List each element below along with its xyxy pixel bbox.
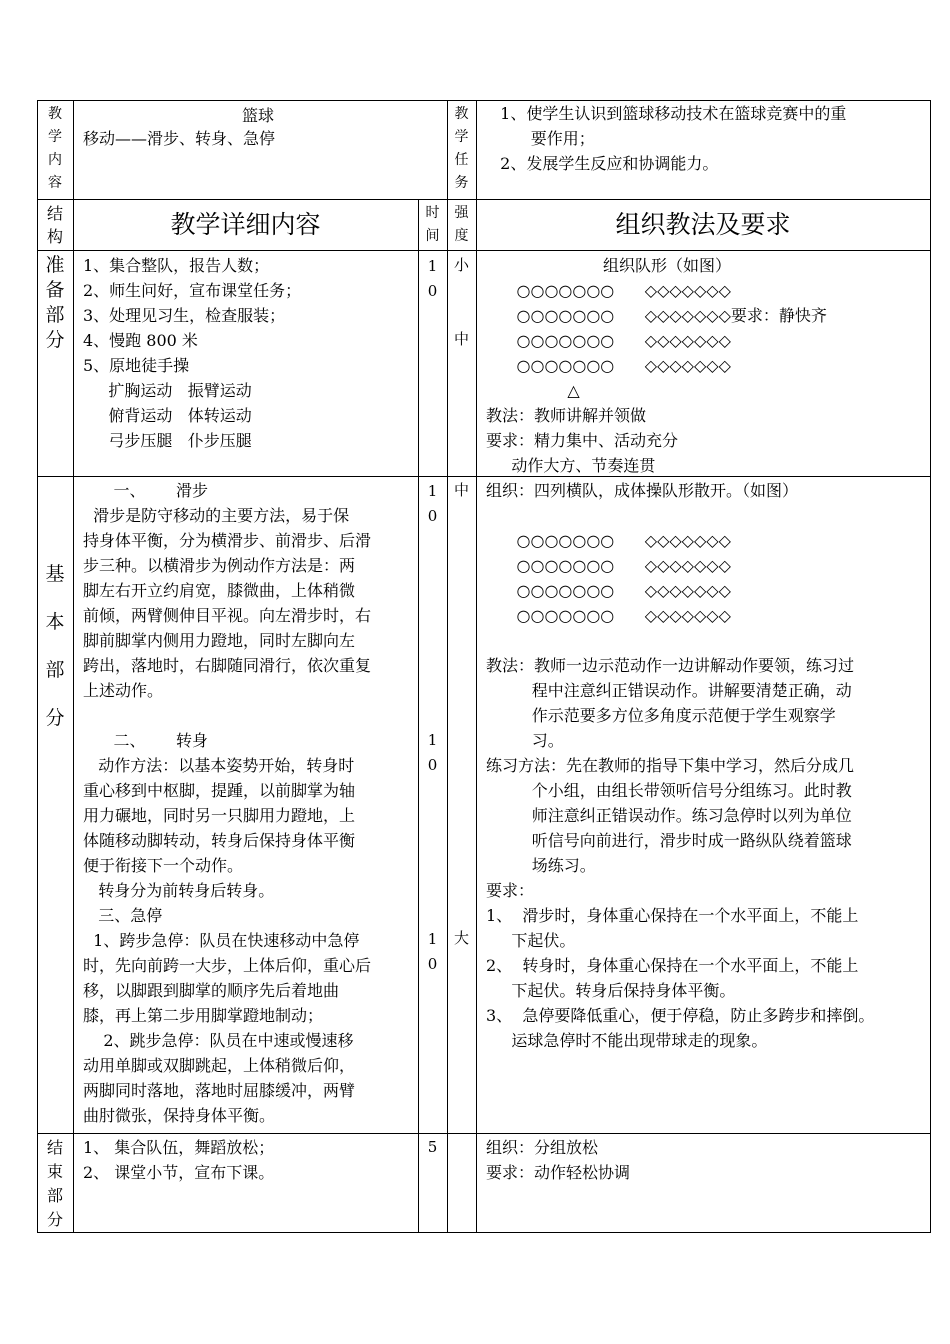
task-line: 要作用；	[490, 129, 595, 148]
prep-label: 准 备 部 分	[45, 254, 65, 351]
list-item: 1、集合整队，报告人数；	[83, 256, 270, 275]
end-content: 1、 集合队伍，舞蹈放松； 2、 课堂小节，宣布下课。	[83, 1138, 275, 1182]
main-intensity-1: 中	[453, 481, 469, 499]
header-structure: 结 构	[46, 204, 63, 246]
main-label: 基 本 部 分	[45, 563, 65, 729]
header-time: 时 间	[425, 205, 440, 244]
main-method: 组织：四列横队，成体操队形散开。（如图） ○○○○○○○ ◇◇◇◇◇◇◇ ○○○○○○○ ◇◇◇◇◇◇◇ ○○○○○○○ ◇◇◇◇◇◇◇ ○○○○○○○ ◇◇◇◇◇◇◇ 教法：教师一边示范动作一边讲解动作要领，练习过 程中注意纠正错误动作。讲解要清楚正确，动 作示范要多方位多角度示范便于学生观察学 习。 练习方法：先在教师的指导下集中学习，然后分成几 个小组，由组长带领听信号分组练习。此时教 师注意纠正错误动作。练习急停时以列为单位 听信号向前进行，滑步时成一路纵队绕着篮球 场练习。 要求： 1、 滑步时，身体重心保持在一个水平面上，不能上 下起伏。 2、 转身时，身体重心保持在一个水平面上，不能上 下起伏。转身后保持身体平衡。 3、 急停要降低重心，便于停稳，防止多跨步和摔倒。 运球急停时不能出现带球走的现象。	[486, 481, 875, 1050]
header-content: 教学详细内容	[170, 210, 321, 239]
prep-content	[83, 253, 301, 453]
list-item: 弓步压腿 仆步压腿	[83, 431, 252, 450]
prep-time: 1 0	[427, 257, 438, 300]
main-time-2: 1 0	[427, 731, 438, 774]
list-item: 4、慢跑 800 米	[83, 331, 198, 350]
row1-label: 教 学 内 容	[48, 106, 62, 191]
end-time: 5	[427, 1138, 438, 1156]
prep-method: 组织队形（如图） ○○○○○○○ ◇◇◇◇◇◇◇ ○○○○○○○ ◇◇◇◇◇◇◇要求：静快齐 ○○○○○○○ ◇◇◇◇◇◇◇ ○○○○○○○ ◇◇◇◇◇◇◇ △ 教法：教师讲解并领做 要求：精力集中、活动充分 动作大方、节奏连贯	[486, 256, 827, 475]
task-line: 2、发展学生反应和协调能力。	[490, 154, 719, 173]
header-method: 组织教法及要求	[615, 210, 791, 239]
task-line: 1、使学生认识到篮球移动技术在篮球竞赛中的重	[490, 104, 847, 123]
main-intensity-2: 大	[453, 929, 469, 947]
task-label: 教 学 任 务	[454, 106, 469, 191]
task-list	[490, 101, 846, 176]
list-item: 3、处理见习生，检查服装；	[83, 306, 286, 325]
main-time-3: 1 0	[427, 930, 438, 973]
prep-intensity-1: 小	[453, 256, 469, 274]
list-item: 俯背运动 体转运动	[83, 406, 252, 425]
main-content: 一、 滑步 滑步是防守移动的主要方法，易于保 持身体平衡，分为横滑步、前滑步、后滑 步三种。以横滑步为例动作方法是：两 脚左右开立约肩宽，膝微曲，上体稍微 前倾，两臂侧伸目平视。向左滑步时，右 脚前脚掌内侧用力蹬地，同时左脚向左 跨出，落地时，右脚随同滑行，依次重复 上述动作。 二、 转身 动作方法：以基本姿势开始，转身时 重心移到中枢脚，提踵，以前脚掌为轴 用力碾地，同时另一只脚用力蹬地，上 体随移动脚转动，转身后保持身体平衡 便于衔接下一个动作。 转身分为前转身后转身。 三、急停 1、跨步急停：队员在快速移动中急停 时，先向前跨一大步，上体后仰，重心后 移，以脚跟到脚掌的顺序先后着地曲 膝，再上第二步用脚掌蹬地制动； 2、跳步急停：队员在中速或慢速移 动用单脚或双脚跳起，上体稍微后仰， 两脚同时落地，落地时屈膝缓冲，两臂 曲肘微张，保持身体平衡。	[83, 481, 372, 1125]
prep-intensity-2: 中	[453, 330, 469, 348]
end-label: 结 束 部 分	[46, 1138, 63, 1229]
list-item: 5、原地徒手操	[83, 356, 190, 375]
content-subtitle: 移动——滑步、转身、急停	[83, 129, 276, 148]
main-time-1: 1 0	[427, 482, 438, 525]
content-title: 篮球	[242, 106, 275, 125]
list-item: 2、师生问好，宣布课堂任务；	[83, 281, 302, 300]
header-intensity: 强 度	[454, 205, 469, 244]
list-item: 扩胸运动 振臂运动	[83, 381, 252, 400]
end-method: 组织：分组放松 要求：动作轻松协调	[486, 1138, 631, 1182]
